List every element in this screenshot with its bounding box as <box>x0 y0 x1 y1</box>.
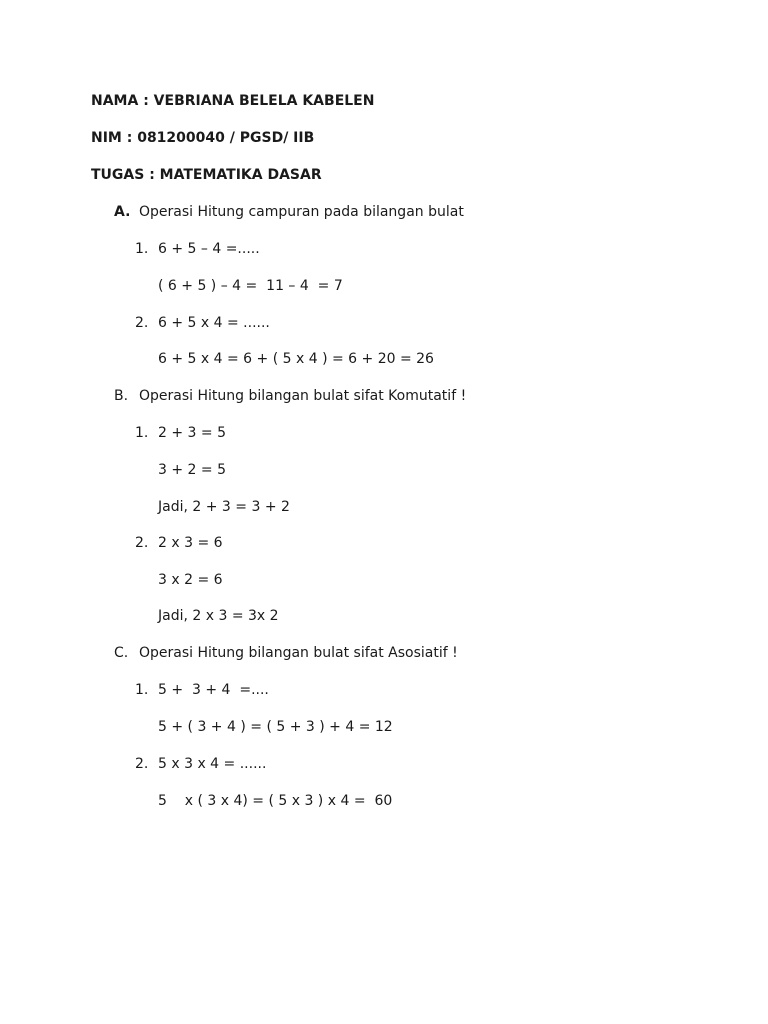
section-b-item-2-number: 2. <box>135 535 149 551</box>
section-a-item-1-answer: ( 6 + 5 ) – 4 = 11 – 4 = 7 <box>158 278 343 294</box>
student-name: NAMA : VEBRIANA BELELA KABELEN <box>91 93 375 109</box>
section-b-item-2-conclusion: Jadi, 2 x 3 = 3x 2 <box>158 608 279 624</box>
section-c-item-2-question: 5 x 3 x 4 = ...... <box>158 756 267 772</box>
section-b-item-2-question: 2 x 3 = 6 <box>158 535 223 551</box>
assignment-title: TUGAS : MATEMATIKA DASAR <box>91 167 322 183</box>
section-a-letter: A. <box>114 204 131 220</box>
section-a-item-1-number: 1. <box>135 241 149 257</box>
section-c-title: Operasi Hitung bilangan bulat sifat Asosiatif ! <box>139 645 458 661</box>
section-b-item-1-number: 1. <box>135 425 149 441</box>
section-b-title: Operasi Hitung bilangan bulat sifat Komutatif ! <box>139 388 467 404</box>
section-c-letter: C. <box>114 645 129 661</box>
section-b-item-1-conclusion: Jadi, 2 + 3 = 3 + 2 <box>158 499 290 515</box>
section-b-letter: B. <box>114 388 129 404</box>
section-a-item-2-question: 6 + 5 x 4 = ...... <box>158 315 270 331</box>
section-b-item-1-line-1: 3 + 2 = 5 <box>158 462 226 478</box>
section-c-item-1-answer: 5 + ( 3 + 4 ) = ( 5 + 3 ) + 4 = 12 <box>158 719 393 735</box>
section-c-item-1-number: 1. <box>135 682 149 698</box>
section-b-item-1-question: 2 + 3 = 5 <box>158 425 226 441</box>
section-a-title: Operasi Hitung campuran pada bilangan bulat <box>139 204 464 220</box>
section-a-item-2-number: 2. <box>135 315 149 331</box>
section-c-item-1-question: 5 + 3 + 4 =.... <box>158 682 269 698</box>
section-b-item-2-line-1: 3 x 2 = 6 <box>158 572 223 588</box>
section-a-item-2-answer: 6 + 5 x 4 = 6 + ( 5 x 4 ) = 6 + 20 = 26 <box>158 351 434 367</box>
section-a-item-1-question: 6 + 5 – 4 =..... <box>158 241 260 257</box>
student-nim: NIM : 081200040 / PGSD/ IIB <box>91 130 315 146</box>
section-c-item-2-number: 2. <box>135 756 149 772</box>
section-c-item-2-answer: 5 x ( 3 x 4) = ( 5 x 3 ) x 4 = 60 <box>158 793 393 809</box>
